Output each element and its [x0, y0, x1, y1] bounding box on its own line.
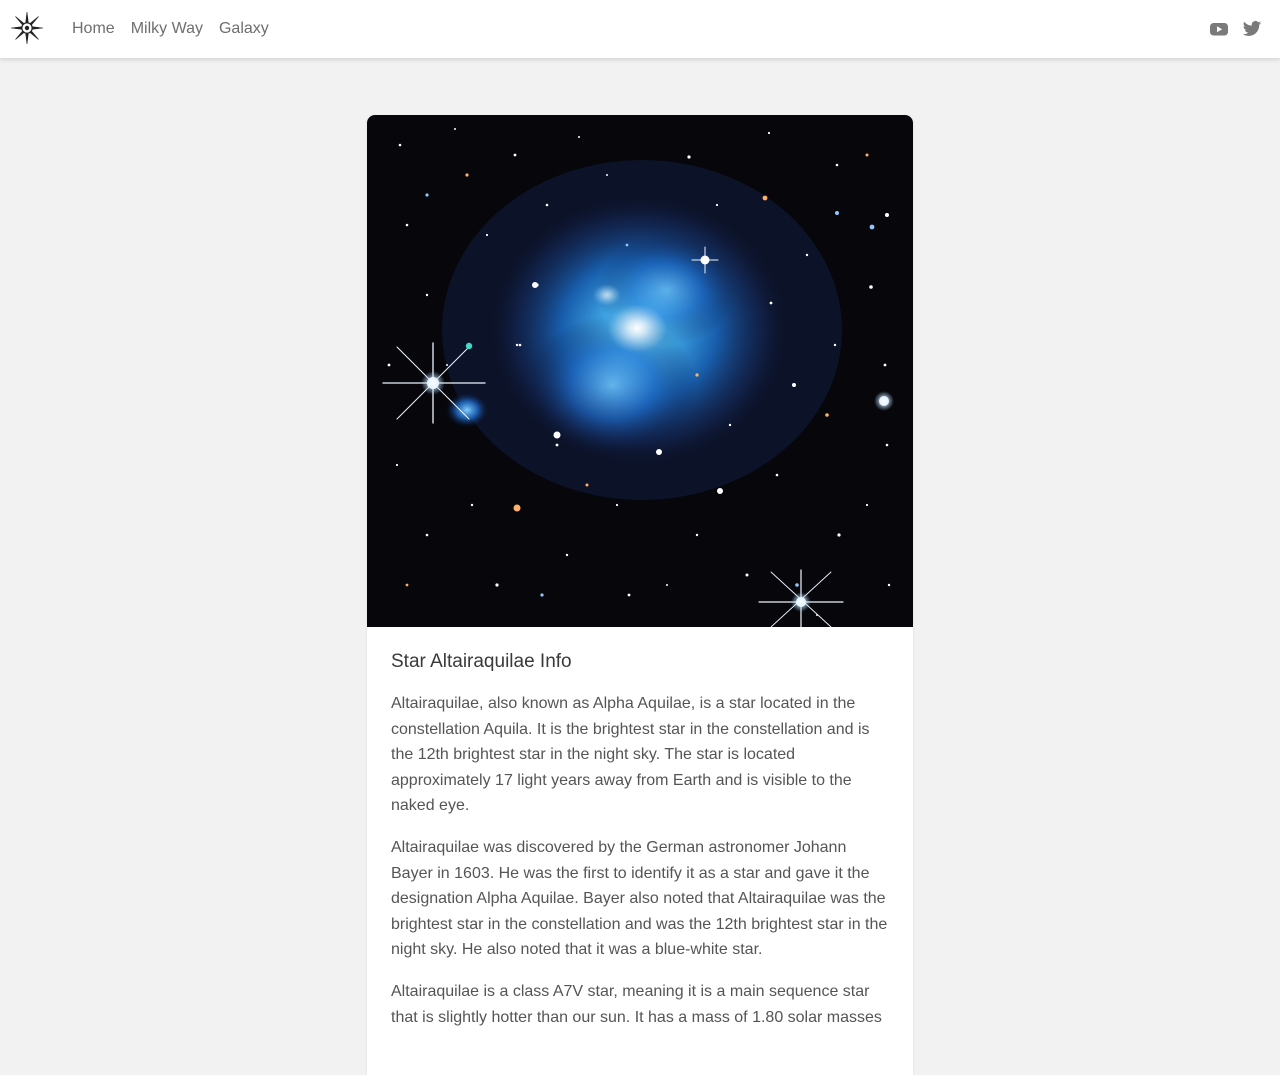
- top-navbar: [0, 0, 1280, 58]
- card-body: [367, 627, 913, 1030]
- card-paragraph: Altairaquilae is a class A7V star, meaning it is a main sequence star that is slightly hotter than our sun. It has a mass of 1.80 solar masses: [391, 982, 882, 1026]
- youtube-icon[interactable]: [1209, 19, 1229, 39]
- card-paragraph: Altairaquilae, also known as Alpha Aquilae, is a star located in the constellation Aquila. It is the brightest star in the constellation and is the 12th brightest star in the night sky. The star is located approximately 17 light years away from Earth and is visible to the naked eye.: [391, 695, 870, 815]
- nav-link-galaxy[interactable]: Galaxy: [218, 20, 269, 37]
- card-title: Star Altairaquilae Info: [391, 651, 572, 672]
- card-paragraph: Altairaquilae was discovered by the German astronomer Johann Bayer in 1603. He was the first to identify it as a star and gave it the designation Alpha Aquilae. Bayer also noted that Altairaquilae was the brightest star in the constellation and was the 12th brightest star in the night sky. He also noted that it was a blue-white star.: [391, 838, 888, 959]
- twitter-icon[interactable]: [1242, 19, 1262, 39]
- nebula-image: [367, 115, 913, 627]
- nav-link-home[interactable]: Home: [72, 20, 115, 37]
- nav-link-milky-way[interactable]: Milky Way: [130, 20, 203, 37]
- nav-links: [72, 0, 285, 58]
- compass-star-logo-icon[interactable]: [11, 12, 43, 44]
- social-links: [1196, 19, 1262, 39]
- star-info-card: [367, 115, 913, 1075]
